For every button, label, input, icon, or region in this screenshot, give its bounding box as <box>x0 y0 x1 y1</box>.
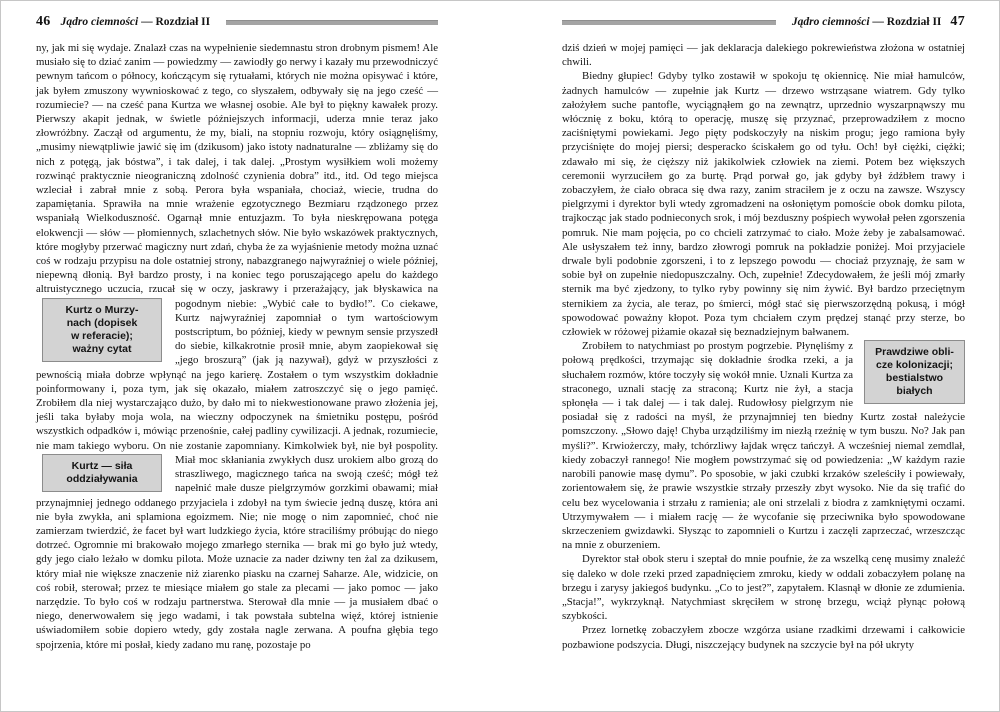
header-rule-left <box>226 20 438 25</box>
text-segment: Dyrektor stał obok steru i szeptał do mnie poufnie, że za wszelką cenę musimy znaleźć się daleko w dole rzeki przed zapadnięciem zmroku, kiedy w oddali zobaczyłem polanę na brzegu i zarysy jakiegoś budynku. „Co to jest?”, zapytałem. Klasnął w dłonie ze zdumienia. „Stacja!”, wykrzyknął. Natychmiast skręciłem w stronę brzegu, wciąż płynąc połową szybkości. <box>562 553 965 623</box>
text-segment: pogodnym niebie: „Wybić całe to bydło!”. Co ciekawe, Kurtz najwyraźniej zapomniał o tym wartościowym postscriptum, bo później, kiedy w pewnym sensie przyszedł do siebie, kilkakrotnie prosił mnie, abym zaopiekował się „jego broszurą” (jak ją nazywał), gdyż w przyszłości z pewnością miała dobrze wpłynąć na jego karierę. Zostałem o tym wszystkim dokładnie poinformowany i, poza tym, jak się okazało, miałem zatroszczyć się o jego pamięć. Zrobiłem dla niej wystarczająco dużo, by dało mi to niekwestionowane prawo złożenia jej, jeśli taka byłaby moja wola, na wieczny odpoczynek na śmietniku postępu, pośród wszystkich odpadków i, mówiąc przenośnie, całej padliny cywilizacji. A jednak, rozumiecie, nie mam takiego wyboru. On nie zostanie zapomniany. Kimkolwiek był, nie był pospolity. Miał <box>36 297 438 466</box>
page-number-right: 47 <box>950 14 965 29</box>
text-segment: dziś dzień w mojej pamięci — jak deklaracja dalekiego pokrewieństwa złożona w ostatniej chwili. <box>562 42 965 69</box>
text-segment: Przez lornetkę zobaczyłem zbocze wzgórza usiane rzadkimi drzewami i całkowicie pozbawione podszycia. Długi, niszczejący budynek na szczycie był na pół ukryty <box>562 624 965 651</box>
book-title: Jądro ciemności <box>791 16 870 28</box>
paragraph-continuation <box>562 41 965 69</box>
margin-note-kurtz-sila-oddzialywania: Kurtz — siła oddziaływania <box>42 454 162 492</box>
margin-note-prawdziwe-oblicze-kolonizacji: Prawdziwe obli- cze kolonizacji; bestialstwo białych <box>864 340 965 404</box>
running-title-right <box>792 16 942 28</box>
page-right <box>562 14 965 652</box>
margin-note-kurtz-o-murzynach: Kurtz o Murzy- nach (dopisek w referacie); ważny cytat <box>42 298 162 362</box>
page-number-left: 46 <box>36 14 51 29</box>
page-body-left <box>36 41 438 652</box>
paragraph <box>562 552 965 623</box>
paragraph <box>562 69 965 339</box>
header-rule-right <box>562 20 776 25</box>
page-header-right <box>562 14 965 30</box>
text-segment: Zrobiłem to natychmiast po prostym pogrzebie. Płynęliśmy z połową prędkości, trzymając się dokładnie środka rzeki, a ja słuchałem rozmów, które toczyły się wokół mnie. Uznali Kurtza za straconego, uznali stację za straconą; Kurtz nie żył, a stacja spłonęła — i tak dalej — i tak dalej. Rudowłosy pielgrzym nie posiadał się z radości na myśl, że przynajmniej ten biedny Kurtz został należycie pomszczony. „Słowo daję! Chyba urządziliśmy im niezłą rzeźnię w tym buszu. No? Jak pan myśli?”. Krwiożerczy, mały, tchórzliwy łajdak wręcz tańczył. A wcześniej niemal zemdlał, kiedy zobaczył rannego! Nie mogłem powstrzymać się od powiedzenia: „W każdym razie narobili panowie masę dymu”. Po sposobie, w jaki czubki krzaków szeleściły i powiewały, zorientowałem się, że prawie wszystkie strzały przeszły zbyt wysoko. Nie da się trafić do celu bez wycelowania i strzału z ramienia; ale oni strzelali z biodra z zamkniętymi oczami. Utrzymywałem — i miałem rację — że wycofanie się przeciwnika było spowodowane skrzeczeniem gwizdawki. Słysząc to zapomnieli o Kurtzu i zaczęli zaprzeczać, wrzeszcząc na mnie z oburzeniem. <box>562 340 965 552</box>
paragraph <box>562 623 965 651</box>
chapter-label: — Rozdział II <box>872 16 942 28</box>
running-title-left <box>61 16 211 28</box>
paragraph-continuation <box>36 41 438 652</box>
book-title: Jądro ciemności <box>60 16 139 28</box>
page-left <box>36 14 438 652</box>
page-body-right <box>562 41 965 652</box>
text-segment: moc skłaniania zwykłych dusz urokiem albo grozą do straszliwego, magicznego tańca na swoją cześć; mógł też napełnić małe dusze pielgrzymów gorzkimi obawami; miał przynajmniej jednego oddanego przyjaciela i zdobył na tym świecie jedną duszę, która ani nie była zwykła, ani splamiona egoizmem. Nie; nie mogę o nim zapomnieć, choć nie zamierzam twierdzić, że facet był wart ludzkiego życia, które straciliśmy próbując do niego dotrzeć. Ogromnie mi brakowało mojego zmarłego sternika — brak mi go było już wtedy, gdy jego ciało leżało w domku pilota. Może uznacie za nader dziwny ten żal za dzikusem, który miał nie większe znaczenie niż ziarenko piasku na czarnej Saharze. Ale, widzicie, on coś robił, sterował; przez te miesiące miałem go stale za plecami — jako pomoc — jako narzędzie. To było coś w rodzaju partnerstwa. Sterował dla mnie — ja musiałem dbać o niego, denerwowałem się jego wadami, i tak powstała subtelna więź, której istnienie uświadomiłem sobie dopiero wtedy, gdy została nagle zerwana. A poufna głębia tego spojrzenia, które mi posłał, kiedy zadano mu ranę, pozostaje po <box>36 453 438 651</box>
text-segment: ny, jak mi się wydaje. Znalazł czas na wypełnienie siedemnastu stron drobnym pismem! Ale musiało się to dziać zanim — powiedzmy — zawiodły go nerwy i kazały mu przewodniczyć pewnym tańcom o północy, kończącym się rytuałami, których nie można opisywać i które, jak byłem zmuszony wywnioskować z tego, co słyszałem, odbywały się na jego cześć — rozumiecie? — na cześć pana Kurtza we własnej osobie. Ale był to piękny kawałek prozy. Pierwszy akapit jednak, w świetle późniejszych informacji, uderza mnie teraz jako złowróżbny. Zaczął od argumentu, że my, biali, na stopniu rozwoju, który osiągnęliśmy, „musimy niewątpliwie jawić się im (dzikusom) jako istoty nadnaturalne — zbliżamy się do nich z potęgą, jak bóstwa”, i tak dalej, i tak dalej. „Prostym wysiłkiem woli możemy rozwinąć praktycznie nieograniczną zdolność czynienia dobra” itd., itd. Od tego miejsca wzleciał i zabrał mnie z sobą. Perora była wspaniała, chociaż, wiecie, trudna do zapamiętania. Sprawiła na mnie wrażenie egzotycznego Bezmiaru rządzonego przez wspaniałą Wielkoduszność. Ogarnął mnie entuzjazm. To była nieskrępowana potęga elokwencji — słów — płomiennych, szlachetnych słów. Nie było wskazówek praktycznych, które mogłyby przerwać magiczny nurt zdań, chyba że za wyjaśnienie metody można uznać coś w rodzaju przypisu na dole ostatniej strony, nabazgranego najwyraźniej o wiele później, niepewną dłonią. Był bardzo prosty, i na koniec tego poruszającego apelu do każdego altruistycznego uczucia, rzucał się w oczy, jaskrawy i przerażający, jak błyskawica na <box>36 42 438 296</box>
page-header-left <box>36 14 438 30</box>
text-segment: Biedny głupiec! Gdyby tylko zostawił w spokoju tę okiennicę. Nie miał hamulców, żadnych hamulców — zupełnie jak Kurtz — drzewo wstrząsane wiatrem. Gdy tylko założyłem suche pantofle, wyciągnąłem go na zewnątrz, uprzednio wyszarpnąwszy mu włócznię z boku, którą to operację, muszę się przyznać, przeprowadziłem z mocno zaciśniętymi powiekami. Jego pięty podskoczyły na niskim progu; jego ramiona były przyciśnięte do mojej piersi; desperacko ściskałem go od tyłu. Och! był ciężki, ciężki; zdawało mi się, że cięższy niż jakikolwiek człowiek na ziemi. Potem bez większych ceremonii wyrzuciłem go za burtę. Prąd porwał go, jak gdyby był źdźbłem trawy i zobaczyłem, że ciało obraca się dwa razy, zanim straciłem je z oczu na zawsze. Wszyscy pielgrzymi i dyrektor byli wtedy zgromadzeni na osłoniętym pomoście obok domku pilota, trajkocząc jak stado podnieconych srok, i mój bezduszny pośpiech wywołał pełen zgorszenia pomruk. Nie mam pojęcia, po co chcieli zatrzymać to ciało. Może żeby je zabalsamować. Ale usłyszałem też inny, bardzo złowrogi pomruk na pokładzie poniżej. Moi przyjaciele drwale byli podobnie zgorszeni, i to z lepszego powodu — chociaż przyznaję, że sam w sobie był on zupełnie niedopuszczalny. Och, zupełnie! Zdecydowałem, że jeśli mój zmarły sternik ma być zjedzony, to tylko ryby powinny się nim żywić. Był bardzo przeciętnym sternikiem za życia, ale teraz, po śmierci, mógł stać się pierwszorzędną pokusą, i mógł spowodować poważny kłopot. Poza tym chciałem czym prędzej stanąć przy sterze, bo człowiek w różowej piżamie okazał się beznadziejnym bałwanem. <box>562 70 965 339</box>
chapter-label: — Rozdział II <box>141 16 211 28</box>
paragraph <box>562 339 965 552</box>
